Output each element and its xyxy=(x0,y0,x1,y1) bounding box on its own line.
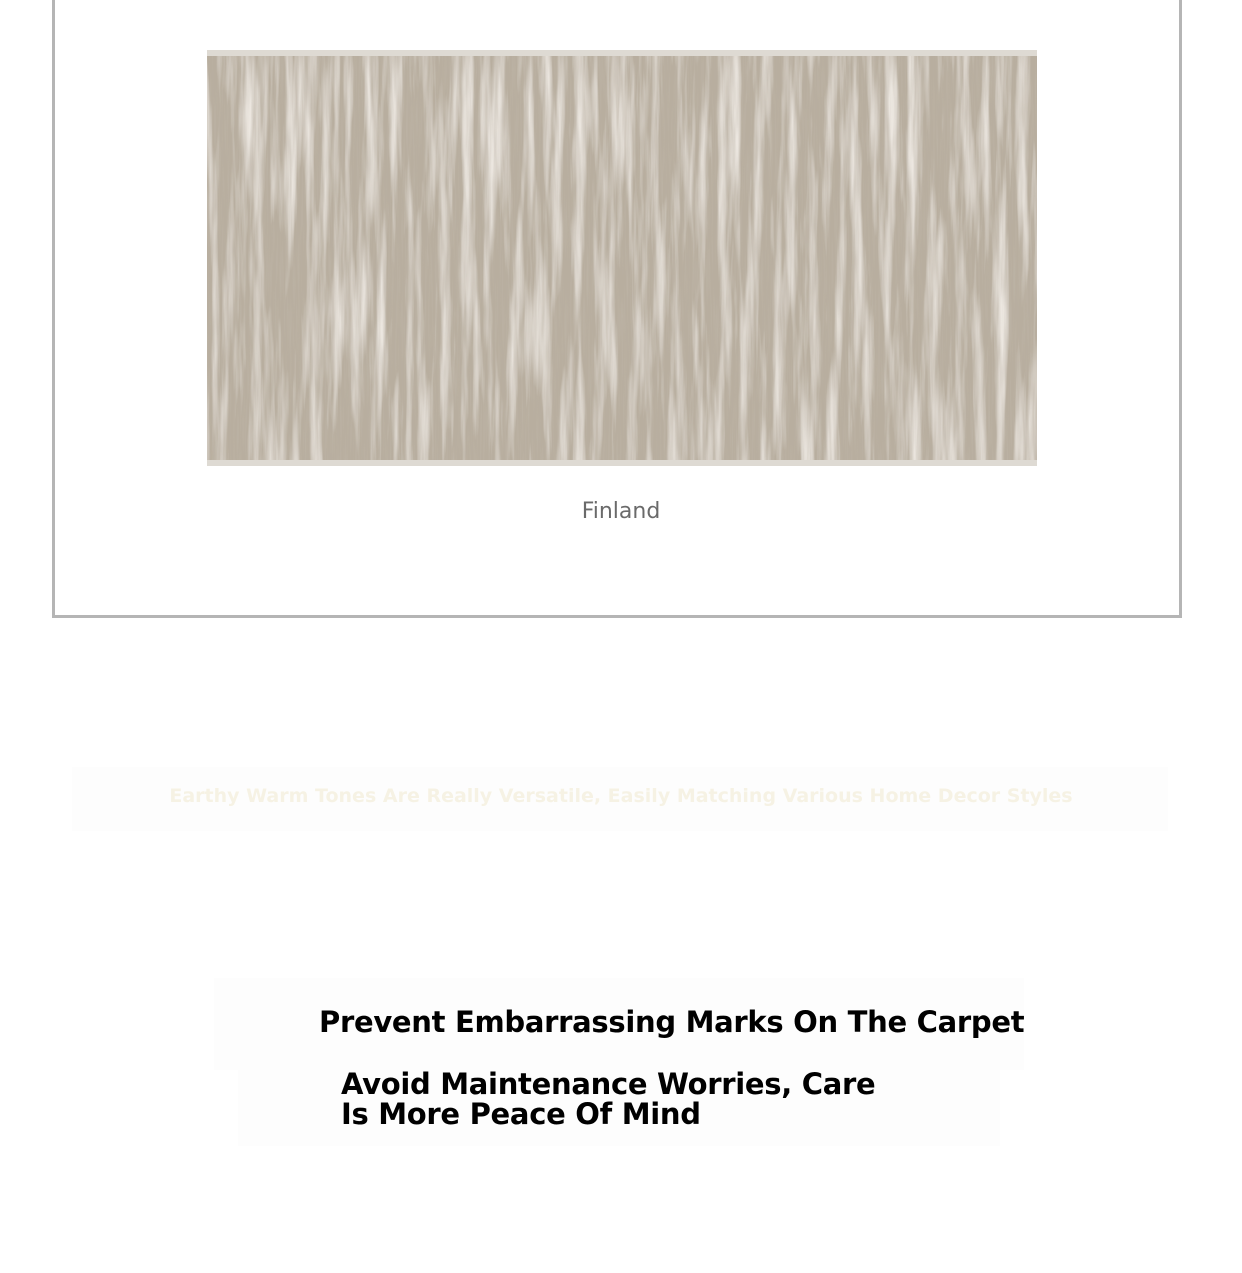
feature-heading: Prevent Embarrassing Marks On The Carpet xyxy=(319,1005,1025,1039)
rug-image xyxy=(207,50,1037,466)
feature-subheading: Avoid Maintenance Worries, Care Is More Peace Of Mind xyxy=(341,1067,876,1131)
tagline: Earthy Warm Tones Are Really Versatile, Easily Matching Various Home Decor Styles xyxy=(169,785,1073,807)
product-name: Finland xyxy=(581,499,661,524)
